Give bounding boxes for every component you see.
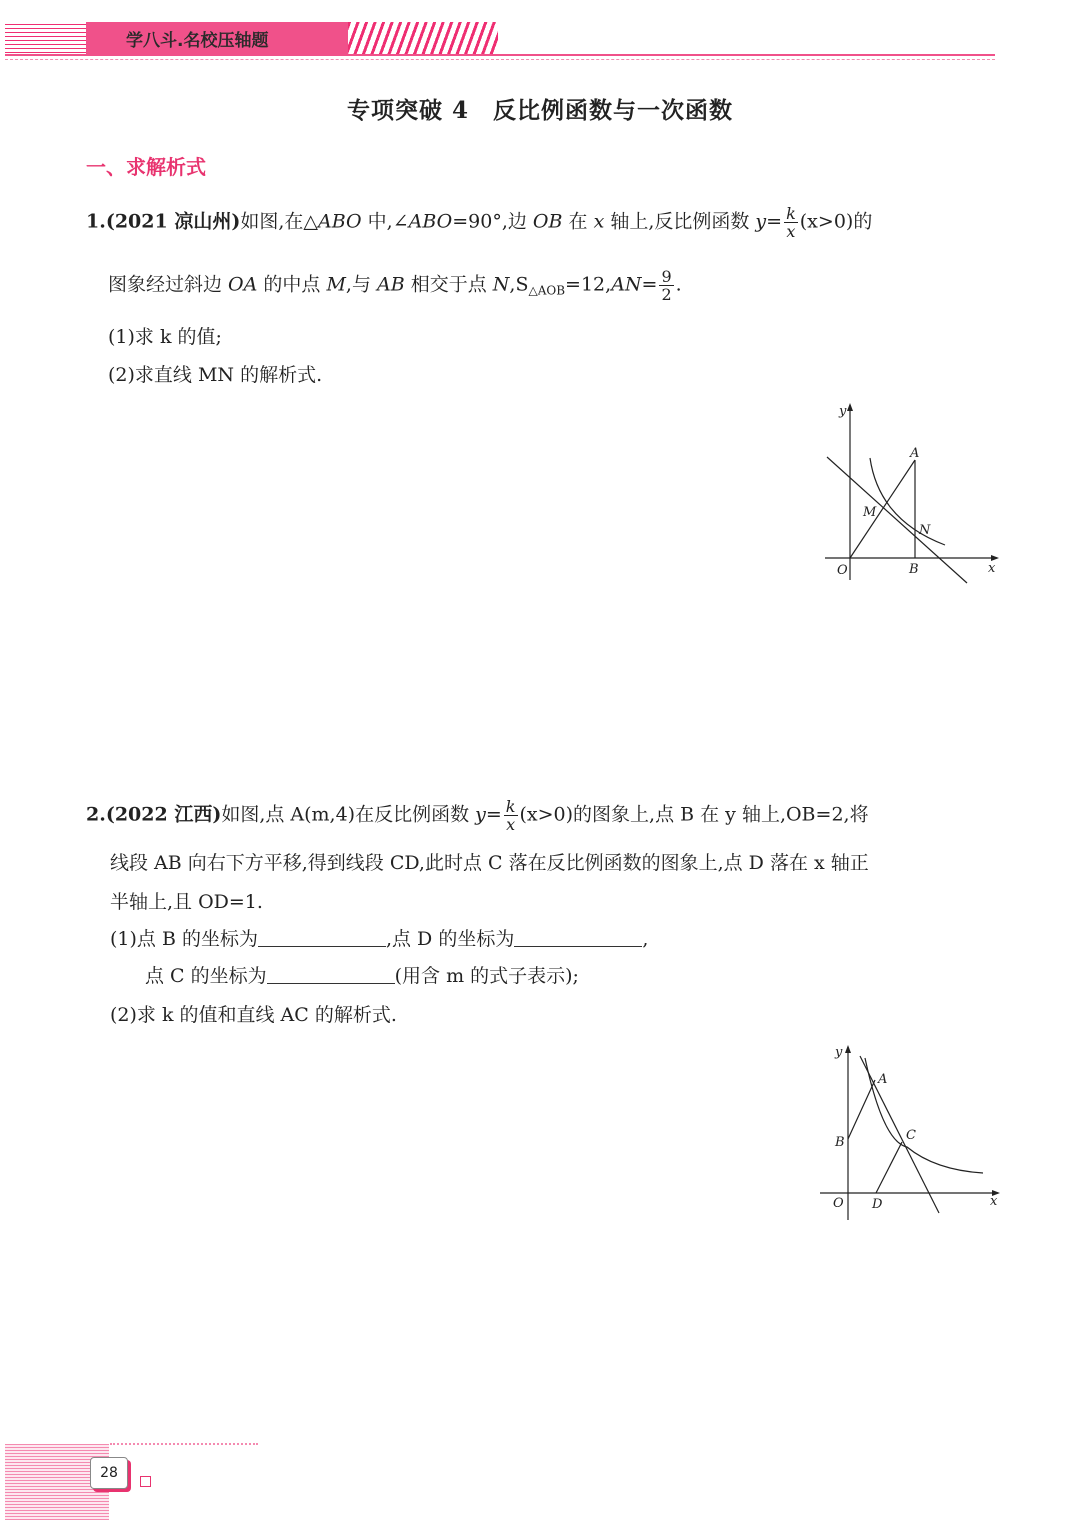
fig1-label-N: N — [919, 523, 931, 538]
q1-var: y — [755, 210, 767, 233]
q1-text: ,与 — [345, 273, 378, 296]
answer-blank-c[interactable] — [267, 967, 395, 984]
q2-line3: 半轴上,且 OD=1. — [110, 891, 263, 913]
q1-text: =90°,边 — [452, 210, 533, 233]
header-dashed-rule — [5, 59, 995, 60]
fig2-label-x: x — [990, 1194, 998, 1209]
section-heading: 一、求解析式 — [86, 155, 206, 179]
fig2-label-C: C — [906, 1128, 916, 1143]
q1-var: AN — [611, 273, 642, 296]
fig2-label-y: y — [835, 1045, 843, 1060]
q2-part2: (2)求 k 的值和直线 AC 的解析式. — [110, 1004, 397, 1026]
q1-var: ABO — [317, 210, 362, 233]
q2-line1 — [86, 798, 869, 833]
fig1-label-x: x — [988, 561, 996, 576]
q1-figure — [815, 400, 1005, 590]
q1-fraction-2 — [659, 268, 673, 303]
q1-line1 — [86, 205, 872, 240]
fraction-denominator: 2 — [661, 285, 672, 304]
fig2-label-O: O — [833, 1196, 844, 1211]
q1-line2 — [108, 268, 682, 303]
fig1-label-y: y — [839, 404, 847, 419]
q1-subscript: △AOB — [528, 283, 566, 298]
fraction-numerator: k — [505, 797, 516, 816]
q1-text: 相交于点 — [404, 273, 493, 296]
header-stripes — [5, 24, 87, 54]
q1-var: OB — [532, 210, 563, 233]
fig1-label-A: A — [910, 446, 920, 461]
fraction-numerator: 9 — [661, 267, 672, 286]
q1-text: 图象经过斜边 — [108, 273, 229, 296]
q2-line2: 线段 AB 向右下方平移,得到线段 CD,此时点 C 落在反比例函数的图象上,点 D 落在 x 轴正 — [110, 852, 869, 874]
q1-text: 的中点 — [257, 273, 327, 296]
q1-text: . — [675, 273, 682, 296]
q2-part1-cont — [145, 961, 579, 988]
q1-var: N — [492, 273, 510, 296]
fig2-label-D: D — [872, 1197, 883, 1212]
q1-var: x — [593, 210, 605, 233]
q2-text: (用含 m 的式子表示); — [394, 965, 579, 987]
q1-text: ,S — [509, 273, 529, 296]
header-rule — [5, 54, 995, 56]
q2-part1 — [110, 924, 648, 951]
q1-var: AB — [377, 273, 405, 296]
fraction-denominator: x — [506, 815, 516, 834]
q2-figure — [815, 1042, 1005, 1222]
q1-text: =12, — [565, 273, 612, 296]
page-number: 28 — [90, 1457, 128, 1489]
q1-text: 如图,在△ — [240, 210, 318, 233]
q2-text: = — [485, 803, 502, 826]
q1-text: 轴上,反比例函数 — [604, 210, 756, 233]
q1-number: 1. — [86, 210, 106, 233]
footer-dotted-rule — [110, 1443, 258, 1445]
fig1-label-O: O — [837, 563, 848, 578]
q1-text: 在 — [562, 210, 594, 233]
header-slash-decoration — [348, 22, 498, 55]
q2-text: (x>0)的图象上,点 B 在 y 轴上,OB=2,将 — [519, 803, 869, 826]
q1-var: OA — [228, 273, 258, 296]
fraction-denominator: x — [786, 222, 796, 241]
q2-text: (1)点 B 的坐标为 — [110, 928, 258, 950]
q2-text: 点 C 的坐标为 — [145, 965, 267, 987]
q1-text: (x>0)的 — [799, 210, 873, 233]
q1-text: 中,∠ — [361, 210, 409, 233]
header-series-title: 学八斗.名校压轴题 — [86, 22, 348, 55]
footer-square-icon — [140, 1476, 151, 1487]
q1-part2: (2)求直线 MN 的解析式. — [108, 364, 323, 386]
fig2-label-B: B — [835, 1135, 845, 1150]
q2-text: ,点 D 的坐标为 — [385, 928, 515, 950]
fig1-label-M: M — [863, 505, 877, 520]
fig1-label-B: B — [909, 562, 919, 577]
q2-number: 2. — [86, 803, 106, 826]
q2-text: 如图,点 A(m,4)在反比例函数 — [221, 803, 476, 826]
fraction-numerator: k — [786, 204, 796, 223]
q2-text: , — [642, 928, 649, 950]
q1-source: (2021 凉山州) — [105, 210, 241, 233]
q2-var: y — [475, 803, 486, 826]
page-title: 专项突破 4 反比例函数与一次函数 — [346, 97, 733, 124]
q2-fraction — [504, 798, 518, 833]
q2-source: (2022 江西) — [105, 803, 222, 826]
q1-var: M — [326, 273, 346, 296]
answer-blank-d[interactable] — [514, 930, 642, 947]
q1-part1: (1)求 k 的值; — [108, 326, 222, 348]
q1-var: ABO — [408, 210, 453, 233]
q1-text: = — [766, 210, 783, 233]
q1-text: = — [641, 273, 658, 296]
answer-blank-b[interactable] — [258, 930, 386, 947]
q1-fraction — [784, 205, 798, 240]
fig2-label-A: A — [878, 1072, 888, 1087]
